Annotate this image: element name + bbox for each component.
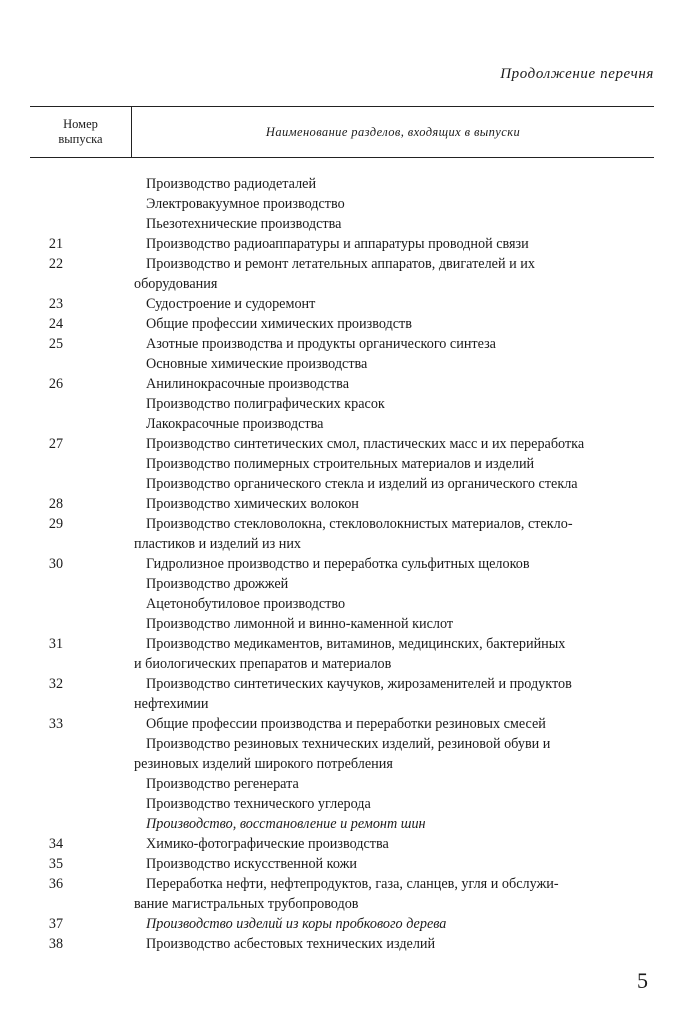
table-row [0,674,700,714]
table-row [0,774,700,794]
issue-number: 34 [48,836,64,852]
table-row [0,474,700,494]
section-title-line: Химико-фотографические производства [146,836,389,852]
section-title-line: Производство медикаментов, витаминов, медицинских, бактерийных [146,636,566,652]
section-title [112,614,632,634]
name-column-header: Наименование разделов, входящих в выпуски [265,124,521,139]
issue-number: 31 [48,636,64,652]
section-title-line: Производство радиоаппаратуры и аппаратуры проводной связи [146,236,529,252]
section-title [112,414,632,434]
section-title-line: Производство и ремонт летательных аппаратов, двигателей и их [146,256,535,272]
section-title-line: Производство лимонной и винно-каменной кислот [146,616,454,632]
section-title [112,194,632,214]
issue-number: 37 [48,916,64,932]
table-row [0,494,700,514]
section-title-line: Общие профессии производства и переработки резиновых смесей [146,716,546,732]
issue-number: 21 [48,236,64,252]
section-title [112,834,632,854]
section-title-line: резиновых изделий широкого потребления [134,756,393,772]
section-title-line: Производство регенерата [146,776,299,792]
section-title-line: Электровакуумное производство [146,196,345,212]
section-title-line: Производство искусственной кожи [146,856,357,872]
table-row [0,394,700,414]
issue-number [0,474,112,494]
table-row [0,854,700,874]
section-title-line: Производство стекловолокна, стекловолокнистых материалов, стекло- [146,516,573,532]
section-title [112,814,632,834]
table-row [0,194,700,214]
section-title-line: Производство синтетических каучуков, жирозаменителей и продуктов [146,676,572,692]
table-row [0,794,700,814]
section-title-line: нефтехимии [134,696,209,712]
issue-number: 33 [48,716,64,732]
section-title-line: Производство синтетических смол, пластических масс и их переработка [146,436,585,452]
section-title [112,174,632,194]
section-title-line: Ацетонобутиловое производство [146,596,346,612]
section-title [112,294,632,314]
table-row [0,234,700,254]
issue-number: 29 [48,516,64,532]
number-column-header-line2: выпуска [58,132,103,146]
page-number: 5 [637,968,648,993]
section-title-line: Производство органического стекла и изделий из органического стекла [146,476,578,492]
section-title-line: Производство резиновых технических изделий, резиновой обуви и [146,736,551,752]
section-title-line: Судостроение и судоремонт [146,296,316,312]
section-title-line: оборудования [134,276,218,292]
issue-number [0,794,112,814]
section-title-line: Анилинокрасочные производства [146,376,349,392]
table-row [0,314,700,334]
section-title [112,574,632,594]
section-title [112,734,632,774]
table-row [0,614,700,634]
table-row [0,434,700,454]
table-row [0,334,700,354]
issue-number: 30 [48,556,64,572]
section-title-line: Пьезотехнические производства [146,216,342,232]
table-row [0,454,700,474]
issue-number [0,594,112,614]
section-title-line: Азотные производства и продукты органического синтеза [146,336,496,352]
section-title [112,374,632,394]
section-title [112,214,632,234]
table-row [0,574,700,594]
section-title-line: Производство изделий из коры пробкового дерева [146,916,447,932]
issue-number [0,394,112,414]
table-row [0,414,700,434]
section-title [112,674,632,714]
table-row [0,514,700,554]
section-title-line: Основные химические производства [146,356,368,372]
section-title-line: Производство химических волокон [146,496,359,512]
table-row [0,174,700,194]
table-row [0,214,700,234]
issue-number: 24 [48,316,64,332]
table-body [0,174,700,954]
table-row [0,634,700,674]
issue-number [0,734,112,774]
section-title [112,634,632,674]
section-title [112,494,632,514]
section-title-line: Переработка нефти, нефтепродуктов, газа, сланцев, угля и обслужи- [146,876,559,892]
section-title-line: Производство, восстановление и ремонт шин [146,816,426,832]
running-head: Продолжение перечня [500,66,654,82]
section-title-line: Производство полимерных строительных материалов и изделий [146,456,535,472]
issue-number [0,174,112,194]
table-row [0,914,700,934]
section-title [112,254,632,294]
section-title [112,474,632,494]
section-title [112,914,632,934]
section-title [112,874,632,914]
section-title-line: Производство дрожжей [146,576,289,592]
table-row [0,294,700,314]
table-row [0,834,700,854]
issue-number [0,454,112,474]
table-header [30,106,654,158]
section-title-line: Производство технического углерода [146,796,371,812]
table-row [0,554,700,574]
issue-number: 25 [48,336,64,352]
section-title [112,234,632,254]
issue-number: 23 [48,296,64,312]
table-row [0,374,700,394]
section-title-line: и биологических препаратов и материалов [134,656,392,672]
issue-number: 38 [48,936,64,952]
section-title [112,434,632,454]
section-title-line: Производство асбестовых технических изделий [146,936,436,952]
section-title [112,314,632,334]
section-title [112,514,632,554]
section-title-line: вание магистральных трубопроводов [134,896,359,912]
table-row [0,354,700,374]
table-row [0,734,700,774]
table-row [0,254,700,294]
section-title-line: Производство радиодеталей [146,176,317,192]
issue-number [0,354,112,374]
section-title [112,394,632,414]
section-title [112,554,632,574]
table-row [0,594,700,614]
section-title [112,774,632,794]
section-title [112,934,632,954]
issue-number [0,774,112,794]
number-column-header-line1: Номер [63,117,98,131]
section-title [112,594,632,614]
issue-number: 36 [48,876,64,892]
section-title-line: Производство полиграфических красок [146,396,385,412]
section-title [112,714,632,734]
table-row [0,814,700,834]
table-row [0,934,700,954]
section-title [112,454,632,474]
issue-number [0,814,112,834]
table-row [0,714,700,734]
section-title [112,794,632,814]
number-column-header [30,107,132,157]
issue-number: 26 [48,376,64,392]
section-title [112,354,632,374]
issue-number: 32 [48,676,64,692]
section-title-line: Гидролизное производство и переработка сульфитных щелоков [146,556,530,572]
section-title-line: пластиков и изделий из них [134,536,302,552]
issue-number: 28 [48,496,64,512]
section-title [112,854,632,874]
issue-number: 22 [48,256,64,272]
issue-number: 27 [48,436,64,452]
section-title-line: Общие профессии химических производств [146,316,412,332]
issue-number [0,574,112,594]
issue-number [0,414,112,434]
issue-number [0,214,112,234]
table-row [0,874,700,914]
issue-number [0,614,112,634]
issue-number: 35 [48,856,64,872]
issue-number [0,194,112,214]
section-title [112,334,632,354]
section-title-line: Лакокрасочные производства [146,416,324,432]
